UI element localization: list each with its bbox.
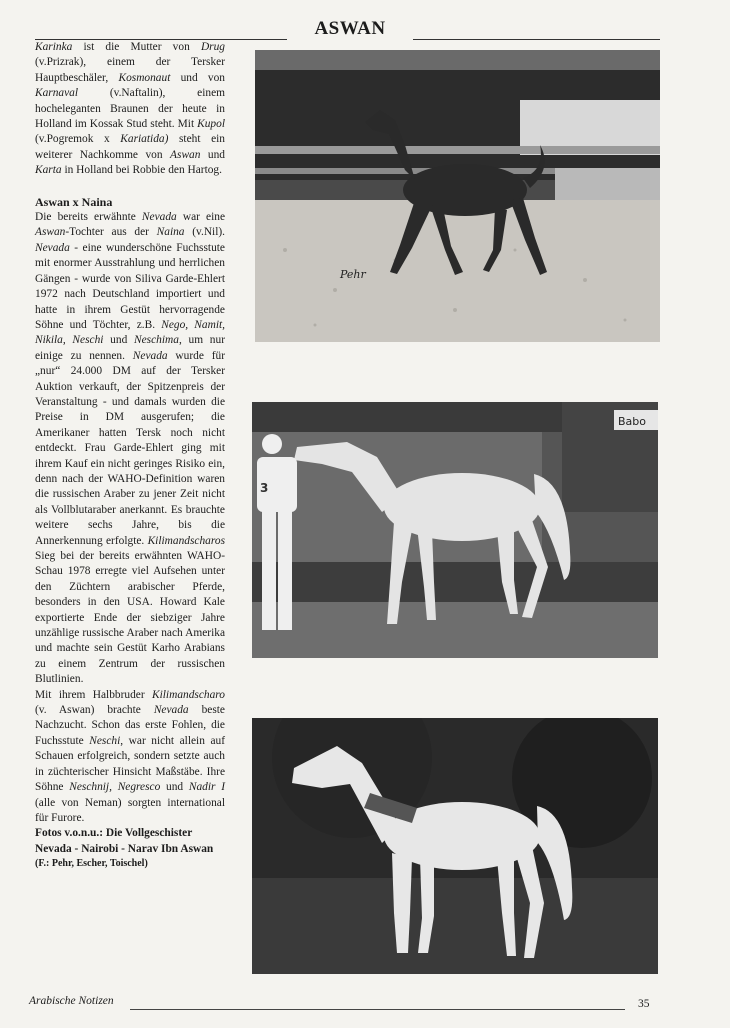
photo-nairobi [252,402,658,658]
page-number: 35 [638,998,650,1010]
show-sign-text: Babo [618,415,646,428]
photo-credit: (F.: Pehr, Escher, Toischel) [35,858,148,870]
handler-number: 3 [260,481,269,495]
body-paragraph-1: Die bereits erwähnte Nevada war eine Aswan-Tochter aus der Naina (v.Nil). Nevada - eine wunderschöne Fuchsstute mit enormer Ausstrahlung und herrlichen Gängen - wurde von Siliva Garde-Ehlert 1972 nach Deutschland importiert und hatte in ihrem Gestüt hervorragende Söhne und Töchter, z.B. Nego, Namit, Nikila, Neschi und Neschima, um nur einige zu nennen. Nevada wurde für „nur“ 24.000 DM auf der Tersker Auktion verkauft, der Spitzenpreis der Veranstaltung - und damals wurden die Preise in DM ausgerufen; die Amerikaner hatten Tersk noch nicht entdeckt. Frau Garde-Ehlert ging mit ihrem Kauf ein nicht geringes Risiko ein, denn nach der WAHO-Definition waren die russischen Araber zu jener Zeit nicht als Vollblutaraber anerkannt. Es brauchte weitere sechs Jahre, bis die Annerkennung erfolgte. Kilimandscharos Sieg bei der bereits erwähnten WAHO-Schau 1978 erregte viel Aufsehen unter den Züchtern arabischer Pferde, besonders in den USA. Howard Kale exportierte Ende der siebziger Jahre unzählige russische Araber nach Amerika und machte sein Gestüt Karho Arabians zu einem Zentrum der russischen Blutlinien. [35,211,226,686]
section-heading: Aswan x Naina [35,194,113,209]
photo-caption: Fotos v.o.n.u.: Die Vollgeschister Nevada - Nairobi - Narav Ibn Aswan [35,827,214,855]
photo-narav-ibn-aswan [252,718,658,974]
article-column [35,40,225,871]
footer-publication: Arabische Notizen [29,995,114,1007]
body-paragraph-2: Mit ihrem Halbbruder Kilimandscharo (v. Aswan) brachte Nevada beste Nachzucht. Schon das erste Fohlen, die Fuchsstute Neschi, war nicht allein auf Schauen erfolgreich, sondern setzte auch in züchterischer Hinsicht Maßstäbe. Ihre Söhne Neschnij, Negresco und Nadir I (alle von Neman) sorgten international für Furore. [35,688,226,824]
photo-nevada [255,50,660,342]
footer-rule [130,1009,625,1010]
page-header-title: ASWAN [314,18,386,39]
photo-signature: Pehr [340,268,366,281]
header-rule-right [413,39,660,40]
intro-paragraph: Karinka ist die Mutter von Drug (v.Prizrak), einem der Tersker Hauptbeschäler, Kosmonaut und von Karnaval (v.Naftalin), einem hocheleganten Braunen der heute in Holland im Kossak Stud steht. Mit Kupol (v.Pogremok x Kariatida) steht ein weiterer Nachkomme von Aswan und Karta in Holland bei Robbie den Hartog. [35,41,226,177]
